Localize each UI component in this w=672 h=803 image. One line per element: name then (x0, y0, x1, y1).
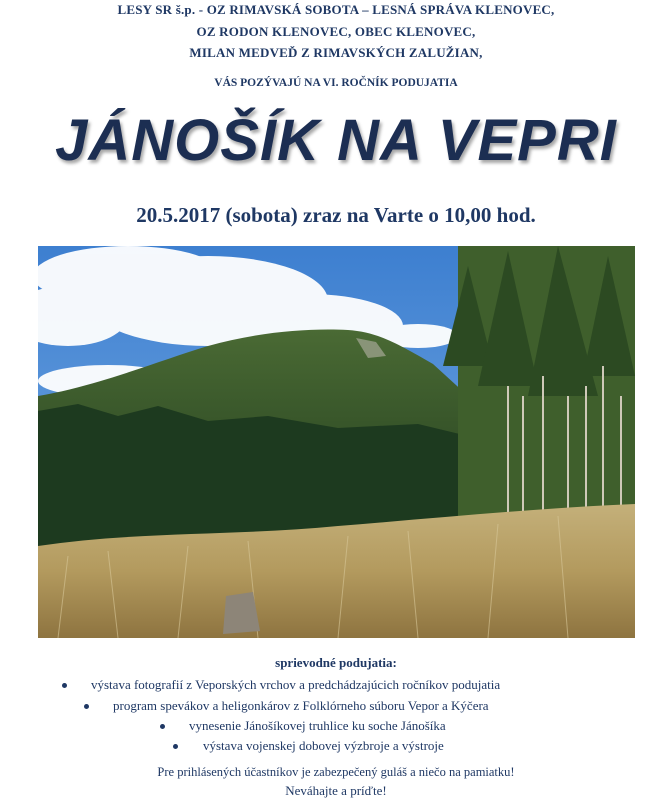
organizer-line-2: OZ RODON KLENOVEC, OBEC KLENOVEC, (196, 24, 476, 39)
closing-line: Neváhajte a príďte! (285, 783, 387, 798)
catering-note: Pre prihlásených účastníkov je zabezpečený guláš a niečo na pamiatku! (157, 765, 515, 779)
bullet-icon (62, 683, 67, 688)
event-item: výstava vojenskej dobovej výzbroje a výstroje (203, 738, 444, 753)
events-heading: sprievodné podujatia: (275, 655, 397, 670)
event-item: vynesenie Jánošíkovej truhlice ku soche Jánošíka (189, 718, 446, 733)
bullet-icon (160, 724, 165, 729)
organizer-line-3: MILAN MEDVEĎ Z RIMAVSKÝCH ZALUŽIAN, (189, 45, 483, 60)
bullet-icon (84, 704, 89, 709)
mountain-landscape-photo (38, 246, 635, 638)
event-date: 20.5.2017 (sobota) zraz na Varte o 10,00 hod. (136, 203, 536, 227)
event-title: JÁNOŠÍK NA VEPRI (55, 108, 617, 173)
tall-trees (443, 246, 635, 546)
bullet-icon (173, 744, 178, 749)
invitation-line: VÁS POZÝVAJÚ NA VI. ROČNÍK PODUJATIA (214, 77, 458, 89)
event-item: výstava fotografií z Veporských vrchov a predchádzajúcich ročníkov podujatia (91, 677, 501, 692)
event-item: program spevákov a heligonkárov z Folklórneho súboru Vepor a Kýčera (113, 698, 489, 713)
organizer-line-1: LESY SR š.p. - OZ RIMAVSKÁ SOBOTA – LESNÁ SPRÁVA KLENOVEC, (117, 2, 555, 17)
